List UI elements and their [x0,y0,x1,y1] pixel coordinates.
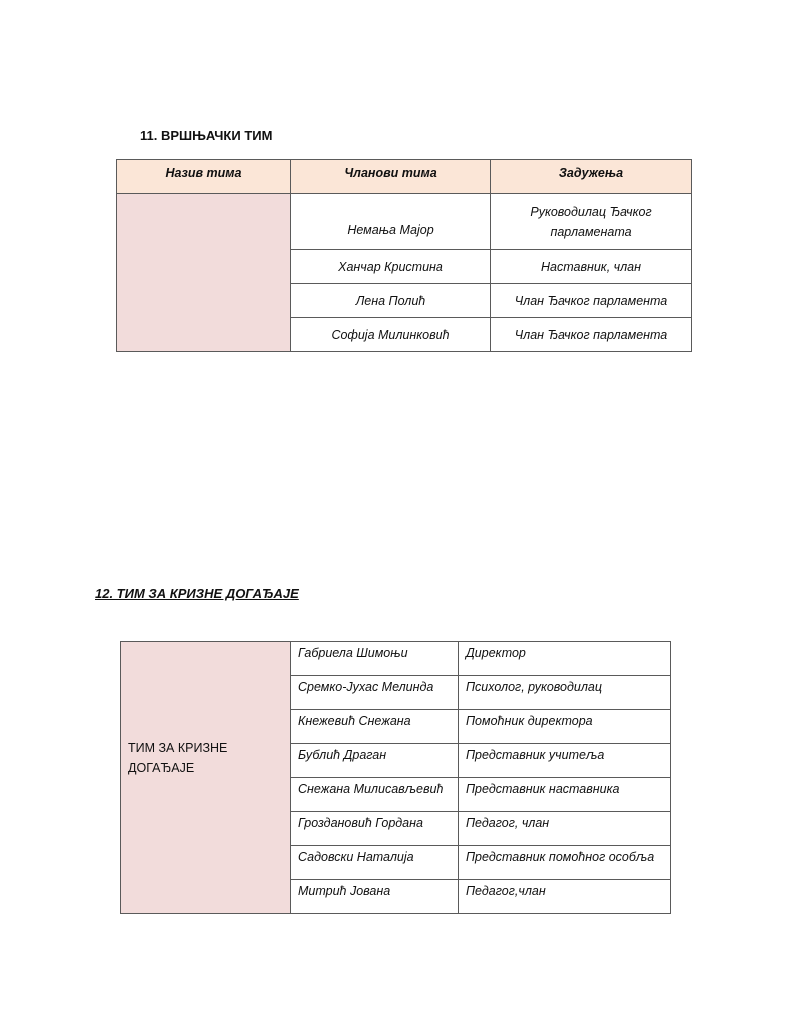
member-cell: Бублић Драган [291,744,459,778]
table-header-row [117,160,692,194]
member-cell: Митрић Јована [291,880,459,914]
duty-cell: Педагог,члан [459,880,671,914]
member-cell: Ханчар Кристина [291,250,491,284]
crisis-team-table [120,641,671,914]
duty-cell: Помоћник директора [459,710,671,744]
duty-cell: Руководилац Ђачког парламената [491,194,692,250]
team-name-cell: ТИМ ЗА КРИЗНЕ ДОГАЂАЈЕ [121,642,291,914]
duty-cell: Педагог, члан [459,812,671,846]
duty-cell: Психолог, руководилац [459,676,671,710]
duty-cell: Представник учитеља [459,744,671,778]
header-duties: Задужења [491,160,692,194]
member-cell: Лена Полић [291,284,491,318]
member-cell: Габриела Шимоњи [291,642,459,676]
peer-team-table [116,159,692,352]
table-row [117,194,692,250]
duty-cell: Директор [459,642,671,676]
member-cell: Гроздановић Гордана [291,812,459,846]
section-11-title: 11. ВРШЊАЧКИ ТИМ [140,128,273,143]
duty-cell: Члан Ђачког парламента [491,284,692,318]
team-name-cell [117,194,291,352]
table-row [121,642,671,676]
header-team-name: Назив тима [117,160,291,194]
member-cell: Немања Мајор [291,194,491,250]
member-cell: Софија Милинковић [291,318,491,352]
duty-cell: Наставник, члан [491,250,692,284]
duty-cell: Члан Ђачког парламента [491,318,692,352]
member-cell: Садовски Наталија [291,846,459,880]
duty-cell: Представник наставника [459,778,671,812]
member-cell: Снежана Милисављевић [291,778,459,812]
header-team-members: Чланови тима [291,160,491,194]
member-cell: Сремко-Јухас Мелинда [291,676,459,710]
member-cell: Кнежевић Снежана [291,710,459,744]
section-12-title: 12. ТИМ ЗА КРИЗНЕ ДОГАЂАЈЕ [95,586,299,601]
duty-cell: Представник помоћног особља [459,846,671,880]
